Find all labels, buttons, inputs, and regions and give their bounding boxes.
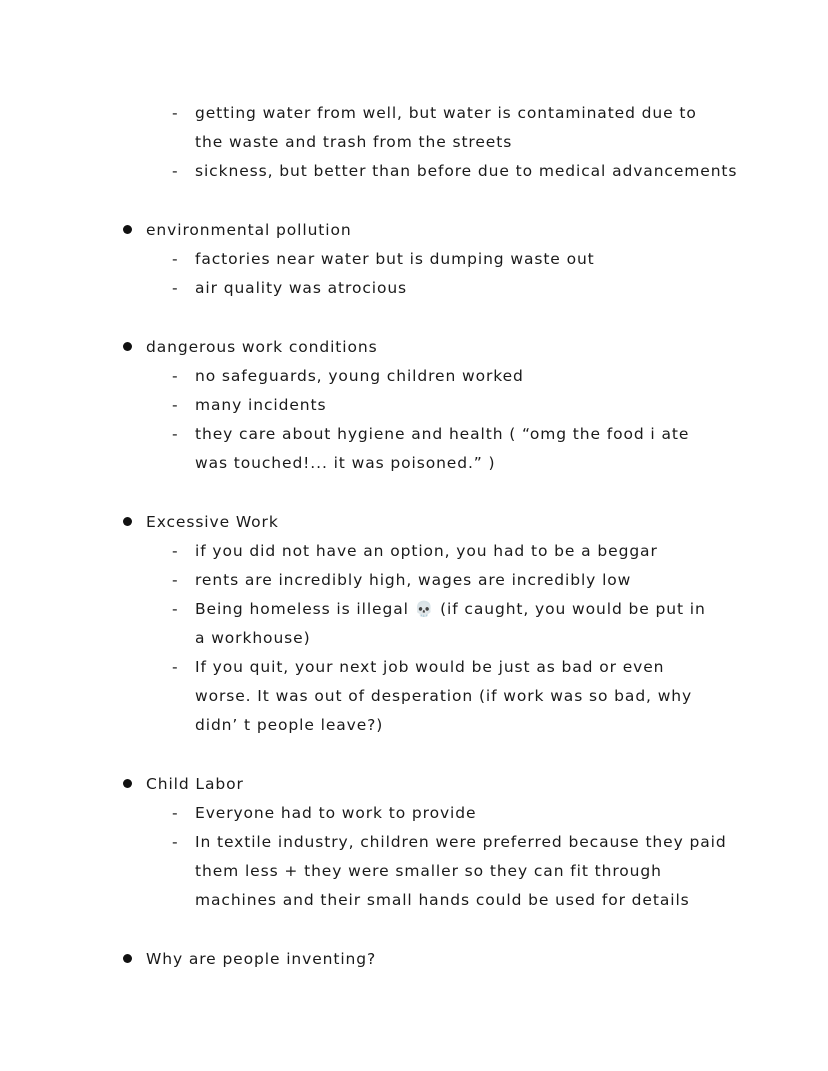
section-heading: Child Labor bbox=[146, 775, 244, 793]
sub-item-line: they care about hygiene and health ( “omg the food i ate bbox=[195, 425, 690, 443]
dash-marker: - bbox=[172, 804, 178, 822]
sub-item-line: worse. It was out of desperation (if work was so bad, why bbox=[195, 687, 693, 705]
sub-item-line: a workhouse) bbox=[195, 629, 311, 647]
bullet-icon bbox=[123, 779, 132, 788]
bullet-icon bbox=[123, 225, 132, 234]
dash-marker: - bbox=[172, 279, 178, 297]
dash-marker: - bbox=[172, 658, 178, 676]
dash-marker: - bbox=[172, 250, 178, 268]
sub-item-line: them less + they were smaller so they can fit through bbox=[195, 862, 662, 880]
sub-item-line: If you quit, your next job would be just as bad or even bbox=[195, 658, 665, 676]
sub-item-text: (if caught, you would be put in bbox=[440, 600, 706, 618]
dash-marker: - bbox=[172, 396, 178, 414]
dash-marker: - bbox=[172, 425, 178, 443]
sub-item-line: Everyone had to work to provide bbox=[195, 804, 477, 822]
sub-item-line: machines and their small hands could be used for details bbox=[195, 891, 690, 909]
sub-item-line: In textile industry, children were preferred because they paid bbox=[195, 833, 727, 851]
dash-marker: - bbox=[172, 367, 178, 385]
section-heading: Excessive Work bbox=[146, 513, 279, 531]
bullet-icon bbox=[123, 954, 132, 963]
dash-marker: - bbox=[172, 104, 178, 122]
sub-item-line: sickness, but better than before due to medical advancements bbox=[195, 162, 738, 180]
sub-item-line: factories near water but is dumping waste out bbox=[195, 250, 595, 268]
sub-item-line: if you did not have an option, you had to be a beggar bbox=[195, 542, 658, 560]
sub-item-line: many incidents bbox=[195, 396, 327, 414]
sub-item-line: air quality was atrocious bbox=[195, 279, 408, 297]
sub-item-line: getting water from well, but water is contaminated due to bbox=[195, 104, 697, 122]
sub-item-text: Being homeless is illegal bbox=[195, 600, 409, 618]
sub-item-line bbox=[195, 599, 706, 619]
sub-item-line: was touched!... it was poisoned.” ) bbox=[195, 454, 496, 472]
dash-marker: - bbox=[172, 542, 178, 560]
sub-item-line: the waste and trash from the streets bbox=[195, 133, 513, 151]
section-heading: Why are people inventing? bbox=[146, 950, 377, 968]
bullet-icon bbox=[123, 342, 132, 351]
sub-item-line: no safeguards, young children worked bbox=[195, 367, 524, 385]
bullet-icon bbox=[123, 517, 132, 526]
sub-item-line: didn’ t people leave?) bbox=[195, 716, 384, 734]
dash-marker: - bbox=[172, 571, 178, 589]
section-heading: dangerous work conditions bbox=[146, 338, 378, 356]
dash-marker: - bbox=[172, 833, 178, 851]
dash-marker: - bbox=[172, 600, 178, 618]
section-heading: environmental pollution bbox=[146, 221, 352, 239]
dash-marker: - bbox=[172, 162, 178, 180]
sub-item-line: rents are incredibly high, wages are incredibly low bbox=[195, 571, 632, 589]
skull-icon: 💀 bbox=[414, 600, 435, 618]
